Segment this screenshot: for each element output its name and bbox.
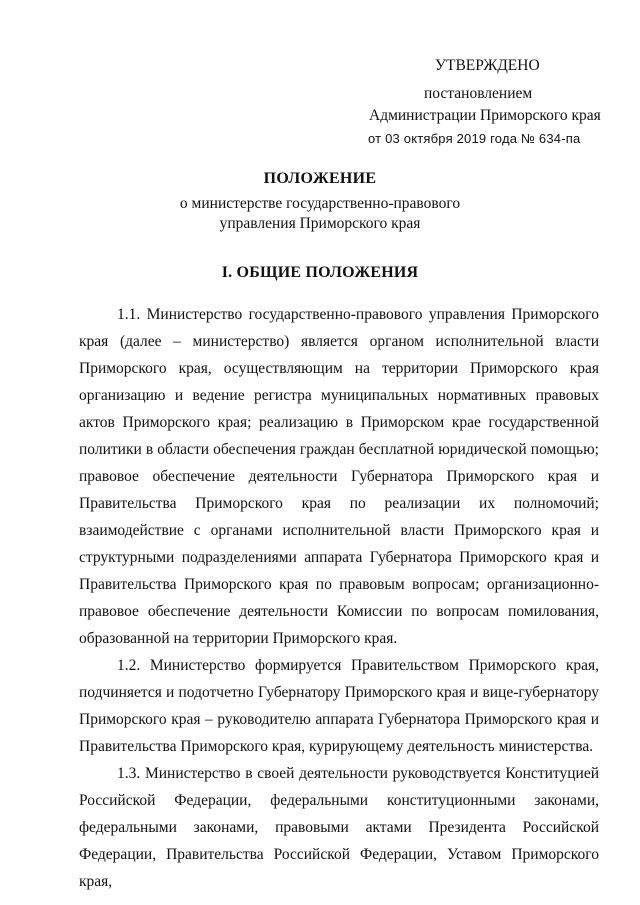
approval-word: УТВЕРЖДЕНО [435, 57, 540, 74]
approval-line-2: Администрации Приморского края [369, 107, 601, 124]
approval-stamp [360, 55, 610, 150]
paragraph-1-3: 1.3. Министерство в своей деятельности руководствуется Конституцией Российской Федерации, федеральными конституционными законами, федеральными законами, правовыми актами Президента Российской Федерации, Правительства Российской Федерации, Уставом Приморского края, [79, 765, 599, 890]
document-subtitle-line-1: о министерстве государственно-правового [179, 195, 461, 212]
document-subtitle-line-2: управления Приморского края [219, 215, 421, 232]
approval-date-line: от 03 октября 2019 года № 634-па [368, 131, 581, 146]
document-body [79, 301, 599, 895]
paragraph-1-2: 1.2. Министерство формируется Правительством Приморского края, подчиняется и подотчетно Губернатору Приморского края и вице-губернатору Приморского края – руководителю аппарата Губернатора Приморского края и Правительства Приморского края, курирующему деятельность министерства. [79, 657, 599, 755]
section-heading: I. ОБЩИЕ ПОЛОЖЕНИЯ [221, 264, 419, 281]
paragraph-1-1: 1.1. Министерство государственно-правового управления Приморского края (далее – министерство) является органом исполнительной власти Приморского края, осуществляющим на территории Приморского края организацию и ведение регистра муниципальных нормативных правовых актов Приморского края; реализацию в Приморском крае государственной политики в области обеспечения граждан бесплатной юридической помощью; правовое обеспечение деятельности Губернатора Приморского края и Правительства Приморского края по реализации их полномочий; взаимодействие с органами исполнительной власти Приморского края и структурными подразделениями аппарата Губернатора Приморского края и Правительства Приморского края по правовым вопросам; организационно-правовое обеспечение деятельности Комиссии по вопросам помилования, образованной на территории Приморского края. [79, 306, 599, 647]
document-title: ПОЛОЖЕНИЕ [263, 170, 377, 187]
approval-line-1: постановлением [424, 85, 533, 102]
